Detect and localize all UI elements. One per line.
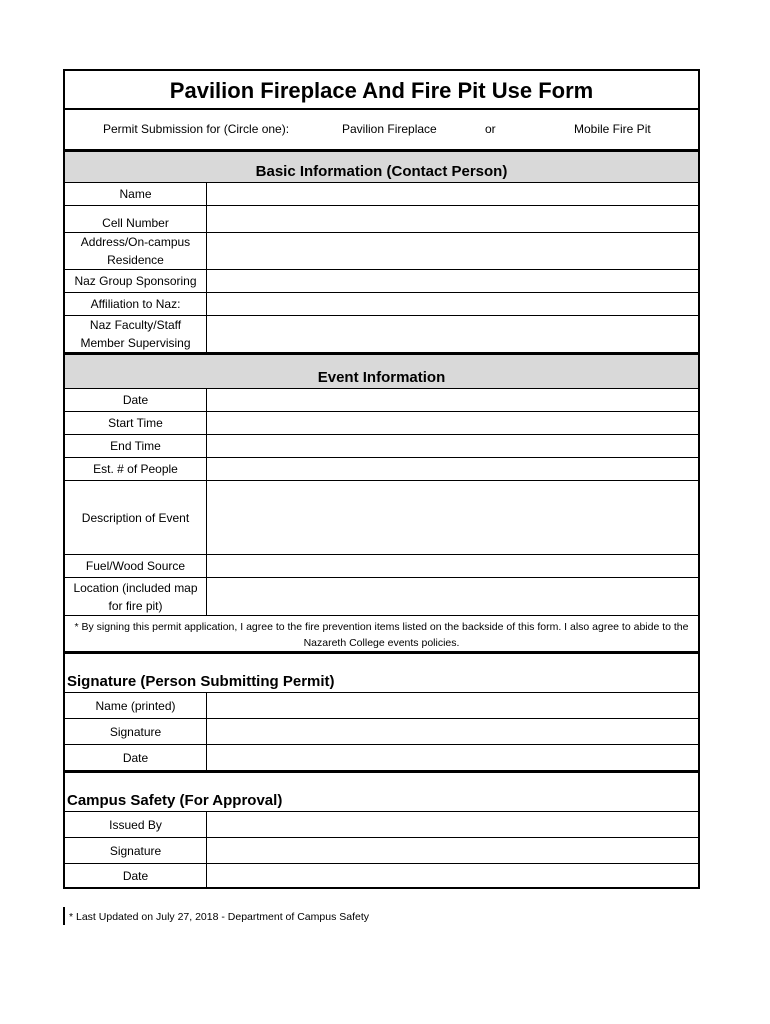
- approval-date-field[interactable]: [207, 864, 698, 887]
- row-location: [65, 578, 698, 616]
- campus-safety-heading-text: Campus Safety (For Approval): [67, 792, 283, 809]
- row-approval-signature: [65, 838, 698, 864]
- agreement-note: * By signing this permit application, I agree to the fire prevention items listed on the backside of this form. I also agree to abide to the Nazareth College events policies.: [65, 616, 698, 652]
- name-printed-field[interactable]: [207, 693, 698, 718]
- signature-date-field[interactable]: [207, 745, 698, 770]
- label-approval-date: Date: [65, 864, 207, 887]
- label-start-time: Start Time: [65, 412, 207, 434]
- fuel-source-field[interactable]: [207, 555, 698, 577]
- end-time-field[interactable]: [207, 435, 698, 457]
- row-date: [65, 389, 698, 412]
- label-signature-date: Date: [65, 745, 207, 770]
- supervisor-field[interactable]: [207, 316, 698, 352]
- label-event-date: Date: [65, 389, 207, 411]
- row-name: [65, 183, 698, 206]
- row-cell-number: [65, 206, 698, 233]
- basic-info-heading: [65, 150, 698, 183]
- row-fuel-source: [65, 555, 698, 578]
- approval-signature-field[interactable]: [207, 838, 698, 863]
- group-sponsoring-field[interactable]: [207, 270, 698, 292]
- label-cell-number: Cell Number: [65, 206, 207, 232]
- location-field[interactable]: [207, 578, 698, 615]
- label-group-sponsoring: Naz Group Sponsoring: [65, 270, 207, 292]
- label-address: Address/On-campus Residence: [65, 233, 207, 269]
- label-supervisor: Naz Faculty/Staff Member Supervising: [65, 316, 207, 352]
- campus-safety-heading: [65, 771, 698, 812]
- cell-number-field[interactable]: [207, 206, 698, 232]
- row-description: [65, 481, 698, 555]
- row-issued-by: [65, 812, 698, 838]
- start-time-field[interactable]: [207, 412, 698, 434]
- label-location: Location (included map for fire pit): [65, 578, 207, 615]
- footer-note: * Last Updated on July 27, 2018 - Department of Campus Safety: [63, 907, 369, 925]
- label-signature: Signature: [65, 719, 207, 744]
- permit-type-row: [65, 110, 698, 150]
- row-end-time: [65, 435, 698, 458]
- name-field[interactable]: [207, 183, 698, 205]
- row-start-time: [65, 412, 698, 435]
- label-approval-signature: Signature: [65, 838, 207, 863]
- label-name-printed: Name (printed): [65, 693, 207, 718]
- row-group-sponsoring: [65, 270, 698, 293]
- row-supervisor: [65, 316, 698, 353]
- form-title: Pavilion Fireplace And Fire Pit Use Form: [65, 71, 698, 110]
- row-address: [65, 233, 698, 270]
- option-mobile-fire-pit[interactable]: Mobile Fire Pit: [574, 122, 651, 136]
- row-people: [65, 458, 698, 481]
- address-field[interactable]: [207, 233, 698, 269]
- permit-type-label: Permit Submission for (Circle one):: [103, 122, 290, 136]
- label-affiliation: Affiliation to Naz:: [65, 293, 207, 315]
- signature-field[interactable]: [207, 719, 698, 744]
- event-info-heading-text: Event Information: [317, 369, 446, 386]
- label-fuel-source: Fuel/Wood Source: [65, 555, 207, 577]
- event-date-field[interactable]: [207, 389, 698, 411]
- people-field[interactable]: [207, 458, 698, 480]
- row-name-printed: [65, 693, 698, 719]
- label-issued-by: Issued By: [65, 812, 207, 837]
- basic-info-heading-text: Basic Information (Contact Person): [255, 163, 508, 180]
- label-people: Est. # of People: [65, 458, 207, 480]
- affiliation-field[interactable]: [207, 293, 698, 315]
- issued-by-field[interactable]: [207, 812, 698, 837]
- option-pavilion-fireplace[interactable]: Pavilion Fireplace: [342, 122, 437, 136]
- label-name: Name: [65, 183, 207, 205]
- label-end-time: End Time: [65, 435, 207, 457]
- row-signature-date: [65, 745, 698, 771]
- row-signature: [65, 719, 698, 745]
- signature-heading: [65, 652, 698, 693]
- row-approval-date: [65, 864, 698, 887]
- event-info-heading: [65, 353, 698, 389]
- description-field[interactable]: [207, 481, 698, 554]
- signature-heading-text: Signature (Person Submitting Permit): [67, 673, 335, 690]
- row-affiliation: [65, 293, 698, 316]
- label-description: Description of Event: [65, 481, 207, 554]
- option-or: or: [485, 122, 496, 136]
- fire-permit-form: [63, 69, 700, 889]
